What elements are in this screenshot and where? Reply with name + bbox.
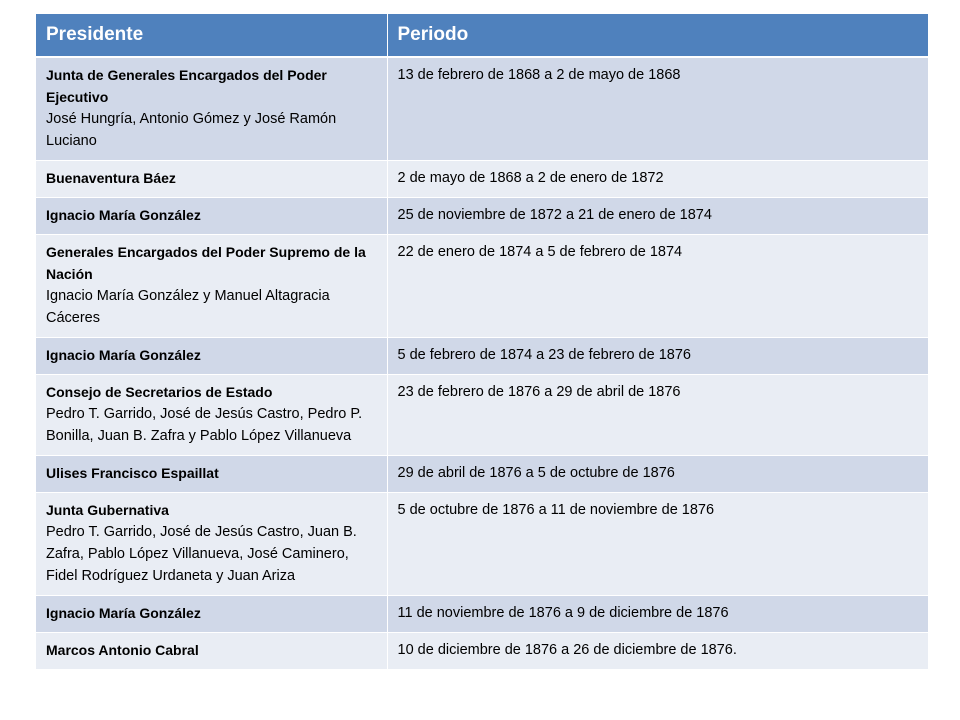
table-row — [36, 633, 928, 670]
presidents-table — [36, 14, 928, 670]
period-cell — [387, 375, 928, 456]
president-members: Pedro T. Garrido, José de Jesús Castro, Juan B. Zafra, Pablo López Villanueva, José Caminero, Fidel Rodríguez Urdaneta y Juan Ariza — [46, 524, 357, 584]
president-cell — [36, 633, 387, 670]
period-cell — [387, 338, 928, 375]
period-cell — [387, 235, 928, 338]
president-cell — [36, 235, 387, 338]
period-text: 13 de febrero de 1868 a 2 de mayo de 1868 — [397, 67, 681, 83]
president-name: Marcos Antonio Cabral — [46, 642, 199, 658]
president-name: Junta de Generales Encargados del Poder Ejecutivo — [46, 67, 327, 105]
president-cell — [36, 338, 387, 375]
president-name: Ulises Francisco Espaillat — [46, 465, 219, 481]
period-cell — [387, 161, 928, 198]
president-name: Junta Gubernativa — [46, 502, 169, 518]
president-name: Ignacio María González — [46, 207, 201, 223]
period-cell — [387, 198, 928, 235]
header-row — [36, 14, 928, 57]
period-text: 5 de octubre de 1876 a 11 de noviembre de 1876 — [397, 502, 715, 518]
table-row — [36, 161, 928, 198]
table-row — [36, 456, 928, 493]
table-row — [36, 235, 928, 338]
president-name: Ignacio María González — [46, 605, 201, 621]
president-cell — [36, 198, 387, 235]
period-cell — [387, 596, 928, 633]
period-text: 11 de noviembre de 1876 a 9 de diciembre de 1876 — [397, 605, 729, 621]
president-name: Buenaventura Báez — [46, 170, 176, 186]
table-row — [36, 596, 928, 633]
period-text: 22 de enero de 1874 a 5 de febrero de 1874 — [397, 244, 683, 260]
table-row — [36, 57, 928, 161]
table-row — [36, 338, 928, 375]
header-presidente: Presidente — [36, 14, 387, 57]
period-text: 25 de noviembre de 1872 a 21 de enero de 1874 — [397, 207, 712, 223]
period-text: 5 de febrero de 1874 a 23 de febrero de 1876 — [397, 347, 691, 363]
period-text: 23 de febrero de 1876 a 29 de abril de 1876 — [397, 384, 681, 400]
president-members: Pedro T. Garrido, José de Jesús Castro, Pedro P. Bonilla, Juan B. Zafra y Pablo López Villanueva — [46, 406, 363, 444]
president-members: Ignacio María González y Manuel Altagracia Cáceres — [46, 288, 330, 326]
period-cell — [387, 633, 928, 670]
president-name: Ignacio María González — [46, 347, 201, 363]
table-row — [36, 375, 928, 456]
table-header — [36, 14, 928, 57]
president-name: Consejo de Secretarios de Estado — [46, 384, 273, 400]
president-name: Generales Encargados del Poder Supremo de la Nación — [46, 244, 366, 282]
header-periodo: Periodo — [387, 14, 928, 57]
president-cell — [36, 161, 387, 198]
president-members: José Hungría, Antonio Gómez y José Ramón Luciano — [46, 111, 337, 149]
president-cell — [36, 57, 387, 161]
period-cell — [387, 57, 928, 161]
president-cell — [36, 493, 387, 596]
president-cell — [36, 375, 387, 456]
president-cell — [36, 456, 387, 493]
period-cell — [387, 456, 928, 493]
table-row — [36, 493, 928, 596]
table-body — [36, 57, 928, 670]
president-cell — [36, 596, 387, 633]
period-text: 10 de diciembre de 1876 a 26 de diciembre de 1876. — [397, 642, 737, 658]
period-cell — [387, 493, 928, 596]
period-text: 29 de abril de 1876 a 5 de octubre de 1876 — [397, 465, 675, 481]
table-row — [36, 198, 928, 235]
period-text: 2 de mayo de 1868 a 2 de enero de 1872 — [397, 170, 664, 186]
